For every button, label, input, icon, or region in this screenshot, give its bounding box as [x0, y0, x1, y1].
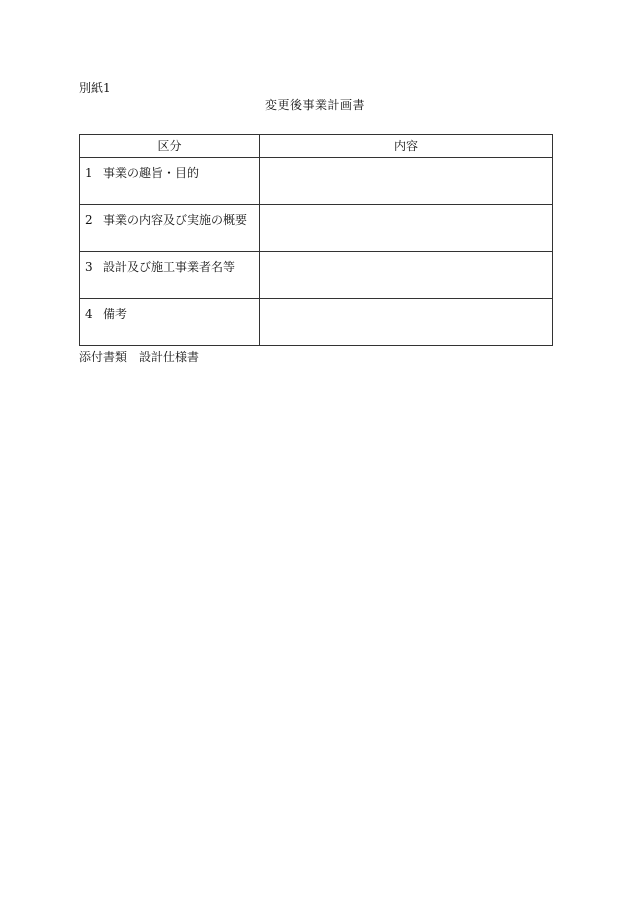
category-cell — [80, 252, 260, 299]
row-label — [80, 252, 259, 275]
row-label — [80, 158, 259, 181]
category-cell — [80, 299, 260, 346]
content-cell — [260, 299, 553, 346]
plan-table — [79, 134, 553, 346]
category-cell — [80, 158, 260, 205]
row-label-text: 事業の趣旨・目的 — [103, 166, 200, 180]
header-category: 区分 — [80, 135, 260, 158]
table-header-row — [80, 135, 553, 158]
row-label — [80, 205, 259, 228]
category-cell — [80, 205, 260, 252]
row-label — [80, 299, 259, 322]
table-row — [80, 205, 553, 252]
row-label-text: 事業の内容及び実施の概要 — [103, 213, 248, 227]
table-row — [80, 158, 553, 205]
attachment-note: 添付書類 設計仕様書 — [79, 350, 200, 364]
row-number: 2 — [85, 213, 93, 227]
header-content: 内容 — [260, 135, 553, 158]
row-number: 1 — [85, 166, 93, 180]
table-row — [80, 252, 553, 299]
row-number: 3 — [85, 260, 93, 274]
row-label-text: 備考 — [103, 307, 128, 321]
table-row — [80, 299, 553, 346]
page-label: 別紙1 — [79, 81, 111, 95]
content-cell — [260, 205, 553, 252]
document-title: 変更後事業計画書 — [264, 98, 365, 112]
row-label-text: 設計及び施工事業者名等 — [103, 260, 236, 274]
content-cell — [260, 252, 553, 299]
content-cell — [260, 158, 553, 205]
row-number: 4 — [85, 307, 93, 321]
